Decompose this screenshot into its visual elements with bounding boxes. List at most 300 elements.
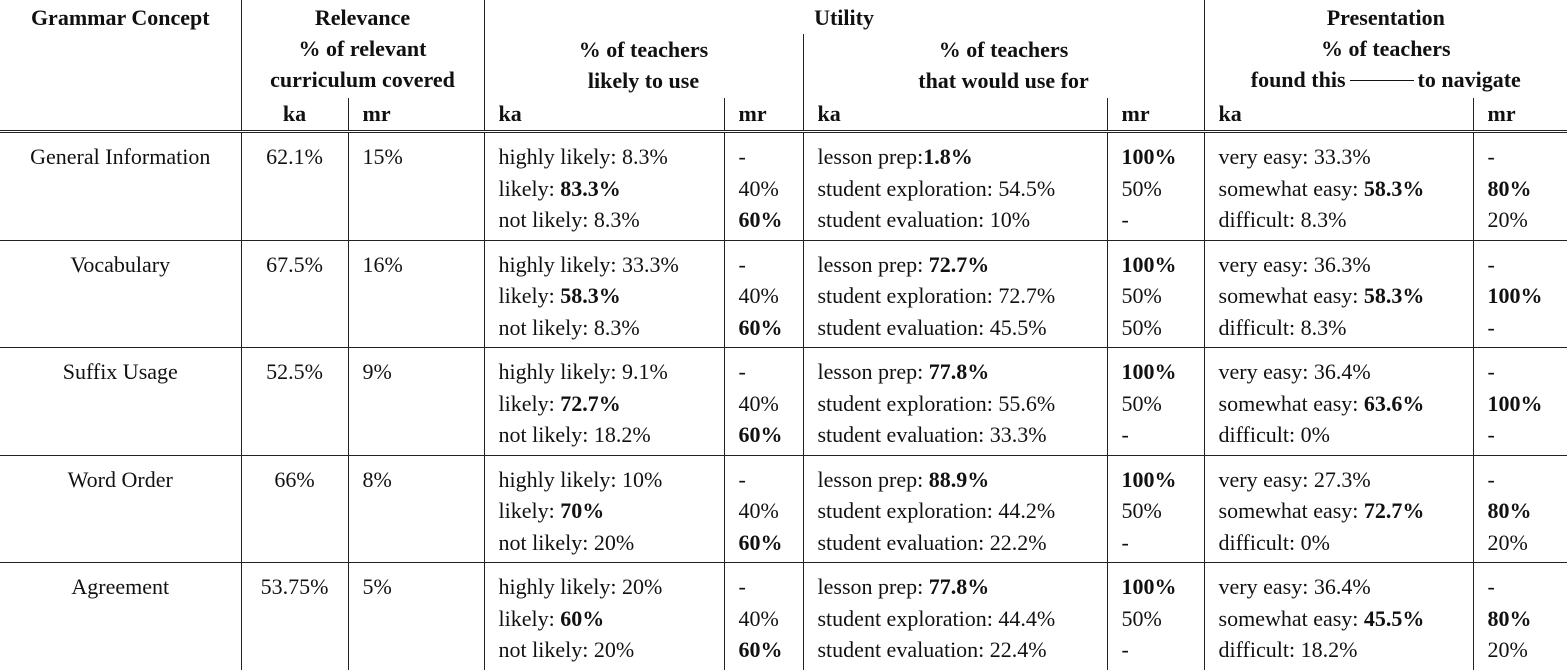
likely-ka-line-label: likely: [498, 605, 561, 631]
usefor-mr-cell [1107, 240, 1204, 348]
present-mr-line [1488, 356, 1567, 388]
present-ka-line-value: 27.3% [1313, 466, 1371, 492]
likely-ka-line-value: 20% [593, 637, 635, 662]
usefor-mr-line-value: - [1121, 422, 1129, 447]
likely-mr-line [739, 173, 803, 205]
likely-ka-line-label: not likely: [498, 422, 594, 447]
present-mr-line [1488, 204, 1567, 236]
present-ka-line-label: very easy: [1218, 359, 1314, 384]
likely-ka-line [499, 312, 724, 344]
likely-ka-line-label: highly likely: [498, 251, 622, 277]
present-mr-line [1488, 419, 1567, 451]
usefor-ka-line [818, 603, 1107, 635]
present-ka-line-label: difficult: [1218, 529, 1301, 555]
header-relevance [241, 0, 484, 98]
present-ka-line-label: very easy: [1218, 574, 1314, 599]
likely-mr-line-value: 40% [738, 498, 779, 523]
present-ka-line [1219, 312, 1473, 344]
usefor-mr-line-value: - [1121, 637, 1129, 662]
likely-mr-line [739, 527, 803, 559]
usefor-ka-line-label: student evaluation: [817, 637, 990, 662]
present-mr-line-value: 80% [1487, 605, 1532, 631]
usefor-ka-line [818, 388, 1107, 420]
likely-ka-line-value: 8.3% [621, 144, 668, 169]
likely-mr-cell [724, 132, 803, 241]
likely-mr-line-value: - [738, 144, 746, 169]
usefor-ka-line-value: 72.7% [998, 283, 1056, 308]
relevance-mr-cell: 9% [348, 348, 484, 456]
present-ka-line-value: 72.7% [1363, 498, 1425, 523]
present-mr-cell [1473, 348, 1567, 456]
likely-mr-line [739, 388, 803, 420]
present-mr-line-value: 100% [1487, 283, 1543, 308]
likely-ka-line-value: 8.3% [593, 314, 640, 340]
relevance-mr-cell: 5% [348, 563, 484, 670]
likely-mr-line-value: 40% [738, 283, 779, 308]
present-ka-line [1219, 249, 1473, 281]
present-mr-line [1488, 280, 1567, 312]
usefor-mr-line-value: 50% [1121, 498, 1162, 523]
usefor-ka-cell [803, 132, 1107, 241]
usefor-ka-line-value: 33.3% [989, 422, 1047, 447]
present-mr-line-value: - [1487, 574, 1495, 599]
present-ka-line [1219, 634, 1473, 666]
present-ka-line [1219, 173, 1473, 205]
likely-ka-line-value: 18.2% [593, 422, 651, 447]
usefor-ka-line-label: student evaluation: [817, 207, 990, 232]
likely-ka-line-label: not likely: [498, 207, 594, 232]
likely-mr-line [739, 280, 803, 312]
usefor-ka-line-label: lesson prep: [817, 574, 929, 599]
likely-ka-cell [484, 563, 724, 670]
header-grammar-concept [0, 0, 241, 132]
usefor-ka-line [818, 249, 1107, 281]
likely-ka-line [499, 571, 724, 603]
present-mr-line-value: 20% [1487, 207, 1528, 232]
present-ka-line [1219, 204, 1473, 236]
likely-ka-line-label: highly likely: [498, 144, 622, 169]
relevance-mr-cell: 8% [348, 455, 484, 563]
header-presentation-line2-pre: found this [1250, 67, 1346, 92]
likely-mr-line [739, 249, 803, 281]
present-mr-line [1488, 464, 1567, 496]
usefor-ka-line-label: student exploration: [817, 283, 999, 308]
present-ka-line-value: 58.3% [1363, 175, 1425, 201]
col-likely-mr: mr [724, 98, 803, 132]
relevance-ka-cell: 53.75% [241, 563, 348, 670]
likely-ka-line-value: 9.1% [621, 359, 668, 384]
likely-ka-cell [484, 240, 724, 348]
usefor-ka-line-value: 72.7% [928, 251, 990, 277]
usefor-mr-cell [1107, 563, 1204, 670]
usefor-ka-line-value: 1.8% [923, 144, 973, 169]
likely-ka-line-label: likely: [498, 175, 561, 201]
present-mr-cell [1473, 563, 1567, 670]
present-ka-line-label: somewhat easy: [1218, 175, 1364, 201]
col-relevance-mr: mr [348, 98, 484, 132]
likely-mr-line [739, 495, 803, 527]
likely-mr-line [739, 419, 803, 451]
usefor-ka-line-label: student evaluation: [817, 422, 990, 447]
usefor-mr-line [1122, 634, 1204, 666]
likely-ka-line [499, 634, 724, 666]
present-mr-cell [1473, 240, 1567, 348]
header-likely-to-use [484, 34, 803, 98]
likely-mr-cell [724, 348, 803, 456]
present-mr-line [1488, 249, 1567, 281]
usefor-mr-line-value: 100% [1121, 466, 1177, 492]
likely-ka-line-label: not likely: [498, 529, 594, 555]
header-grammar-concept-label: Grammar Concept [30, 5, 210, 30]
likely-ka-line [499, 204, 724, 236]
present-ka-line-label: somewhat easy: [1218, 390, 1364, 416]
table-row [0, 455, 1567, 563]
fill-in-blank [1350, 80, 1414, 81]
present-mr-cell [1473, 132, 1567, 241]
usefor-ka-line [818, 280, 1107, 312]
header-presentation-line1: % of teachers [1321, 36, 1451, 61]
likely-ka-line-label: not likely: [498, 314, 594, 340]
usefor-mr-line [1122, 419, 1204, 451]
usefor-ka-line-label: lesson prep: [817, 251, 929, 277]
usefor-mr-line [1122, 527, 1204, 559]
present-ka-cell [1204, 132, 1473, 241]
present-ka-line [1219, 527, 1473, 559]
usefor-mr-line-value: - [1121, 207, 1129, 232]
col-present-mr: mr [1473, 98, 1567, 132]
likely-mr-cell [724, 240, 803, 348]
header-relevance-subtitle-1: % of relevant [298, 36, 427, 61]
usefor-ka-line-value: 44.2% [998, 498, 1056, 523]
col-usefor-ka: ka [803, 98, 1107, 132]
likely-mr-line [739, 571, 803, 603]
usefor-mr-line-value: 100% [1121, 251, 1177, 277]
table-row [0, 563, 1567, 670]
header-likely-line2: likely to use [587, 68, 700, 93]
likely-ka-line-value: 83.3% [560, 175, 621, 201]
header-presentation-title: Presentation [1326, 5, 1445, 30]
present-ka-cell [1204, 240, 1473, 348]
col-usefor-mr: mr [1107, 98, 1204, 132]
present-ka-line-label: somewhat easy: [1218, 605, 1364, 631]
present-mr-line-value: 20% [1487, 637, 1528, 662]
present-mr-line-value: - [1487, 314, 1495, 340]
present-ka-line [1219, 388, 1473, 420]
usefor-mr-line [1122, 249, 1204, 281]
usefor-mr-line [1122, 204, 1204, 236]
likely-ka-cell [484, 348, 724, 456]
present-ka-line-label: very easy: [1218, 144, 1314, 169]
likely-mr-line-value: 60% [738, 314, 783, 340]
present-mr-line [1488, 388, 1567, 420]
usefor-ka-line [818, 312, 1107, 344]
usefor-ka-line-value: 88.9% [928, 466, 990, 492]
likely-mr-line [739, 141, 803, 173]
likely-ka-line-value: 10% [621, 466, 663, 492]
present-ka-line-label: somewhat easy: [1218, 498, 1364, 523]
usefor-ka-line-value: 77.8% [928, 359, 990, 384]
present-ka-line-label: difficult: [1218, 207, 1301, 232]
usefor-mr-cell [1107, 132, 1204, 241]
present-mr-line-value: - [1487, 466, 1495, 492]
relevance-ka-cell: 67.5% [241, 240, 348, 348]
present-mr-line-value: - [1487, 422, 1495, 447]
grammar-concept-cell: Vocabulary [0, 240, 241, 348]
present-mr-cell [1473, 455, 1567, 563]
usefor-ka-line [818, 419, 1107, 451]
present-ka-line-label: very easy: [1218, 466, 1314, 492]
likely-ka-line [499, 249, 724, 281]
table-row [0, 348, 1567, 456]
present-ka-line-label: difficult: [1218, 422, 1301, 447]
present-ka-line-value: 33.3% [1313, 144, 1371, 169]
likely-ka-line-value: 60% [560, 605, 605, 631]
header-relevance-title: Relevance [314, 5, 411, 30]
usefor-ka-line-value: 54.5% [998, 175, 1056, 201]
header-utility-title: Utility [814, 5, 874, 30]
likely-mr-cell [724, 563, 803, 670]
present-mr-line [1488, 527, 1567, 559]
likely-ka-line-label: highly likely: [498, 359, 622, 384]
usefor-mr-line [1122, 464, 1204, 496]
likely-ka-line [499, 527, 724, 559]
likely-ka-line [499, 173, 724, 205]
present-ka-cell [1204, 563, 1473, 670]
present-mr-line [1488, 312, 1567, 344]
present-ka-line-value: 18.2% [1300, 637, 1358, 662]
likely-ka-line-label: likely: [498, 498, 561, 523]
present-mr-line-value: - [1487, 251, 1495, 277]
usefor-ka-line-label: student exploration: [817, 390, 999, 416]
usefor-mr-line-value: 50% [1121, 314, 1162, 340]
present-mr-line [1488, 603, 1567, 635]
present-ka-line-label: very easy: [1218, 251, 1314, 277]
likely-ka-line [499, 356, 724, 388]
likely-mr-line-value: 60% [738, 422, 783, 447]
table-body [0, 132, 1567, 670]
present-ka-cell [1204, 348, 1473, 456]
likely-ka-line-value: 58.3% [560, 283, 621, 308]
usefor-ka-line-label: lesson prep: [817, 466, 929, 492]
relevance-ka-cell: 52.5% [241, 348, 348, 456]
present-mr-line [1488, 173, 1567, 205]
usefor-ka-line-value: 45.5% [989, 314, 1047, 340]
present-mr-line-value: 80% [1487, 498, 1532, 523]
usefor-ka-line-label: lesson prep: [817, 144, 924, 169]
usefor-mr-line-value: 50% [1121, 390, 1162, 416]
usefor-ka-line [818, 527, 1107, 559]
usefor-ka-line-label: student evaluation: [817, 314, 990, 340]
header-utility [484, 0, 1204, 34]
usefor-ka-line-value: 22.2% [989, 529, 1047, 555]
present-ka-line-value: 36.4% [1313, 574, 1371, 599]
usefor-mr-line-value: 50% [1121, 175, 1162, 201]
usefor-mr-line-value: 100% [1121, 144, 1177, 169]
usefor-mr-line-value: - [1121, 529, 1129, 555]
usefor-ka-line-value: 55.6% [998, 390, 1056, 416]
usefor-ka-line [818, 571, 1107, 603]
present-mr-line-value: 80% [1487, 175, 1532, 201]
present-ka-line-value: 45.5% [1363, 605, 1425, 631]
likely-mr-line [739, 356, 803, 388]
col-relevance-ka: ka [241, 98, 348, 132]
likely-ka-line [499, 388, 724, 420]
likely-mr-line [739, 464, 803, 496]
usefor-ka-line [818, 204, 1107, 236]
header-use-for [803, 34, 1204, 98]
likely-ka-line-value: 72.7% [560, 390, 621, 416]
present-ka-line [1219, 603, 1473, 635]
usefor-mr-line [1122, 571, 1204, 603]
usefor-ka-line-label: student evaluation: [817, 529, 990, 555]
usefor-mr-line [1122, 280, 1204, 312]
usefor-ka-line-label: student exploration: [817, 175, 999, 201]
present-mr-line-value: 100% [1487, 390, 1543, 416]
usefor-ka-line-value: 22.4% [989, 637, 1047, 662]
usefor-ka-line [818, 173, 1107, 205]
likely-mr-line-value: - [738, 251, 746, 277]
likely-ka-line-label: likely: [498, 283, 561, 308]
header-presentation-line2 [1205, 64, 1567, 95]
present-ka-line [1219, 280, 1473, 312]
header-likely-line1: % of teachers [578, 37, 709, 62]
present-ka-line-value: 0% [1300, 422, 1330, 447]
present-ka-line-value: 63.6% [1363, 390, 1425, 416]
present-ka-line [1219, 141, 1473, 173]
grammar-concept-cell: Agreement [0, 563, 241, 670]
usefor-mr-cell [1107, 348, 1204, 456]
likely-ka-line-value: 20% [621, 574, 663, 599]
likely-ka-line-value: 20% [593, 529, 635, 555]
relevance-ka-cell: 62.1% [241, 132, 348, 241]
usefor-ka-line [818, 356, 1107, 388]
likely-mr-line [739, 312, 803, 344]
usefor-ka-cell [803, 240, 1107, 348]
header-use-for-line2: that would use for [918, 68, 1089, 93]
relevance-mr-cell: 16% [348, 240, 484, 348]
col-likely-ka: ka [484, 98, 724, 132]
table-row [0, 132, 1567, 241]
usefor-ka-line-value: 77.8% [928, 574, 990, 599]
present-ka-line-value: 8.3% [1300, 207, 1347, 232]
likely-ka-line-label: highly likely: [498, 574, 622, 599]
usefor-ka-line [818, 141, 1107, 173]
header-relevance-subtitle-2: curriculum covered [270, 67, 455, 92]
present-ka-line [1219, 419, 1473, 451]
present-ka-line [1219, 571, 1473, 603]
likely-mr-line-value: 40% [738, 175, 779, 201]
grammar-concept-cell: Word Order [0, 455, 241, 563]
usefor-mr-line [1122, 141, 1204, 173]
header-use-for-line1: % of teachers [938, 37, 1069, 62]
likely-mr-line [739, 634, 803, 666]
likely-mr-line-value: 60% [738, 529, 783, 555]
present-mr-line-value: - [1487, 359, 1495, 384]
present-mr-line [1488, 571, 1567, 603]
usefor-ka-cell [803, 563, 1107, 670]
col-present-ka: ka [1204, 98, 1473, 132]
likely-ka-line-value: 8.3% [593, 207, 640, 232]
likely-mr-cell [724, 455, 803, 563]
usefor-mr-line [1122, 356, 1204, 388]
likely-mr-line-value: - [738, 466, 746, 492]
usefor-mr-line [1122, 603, 1204, 635]
likely-mr-line [739, 603, 803, 635]
usefor-ka-cell [803, 348, 1107, 456]
present-ka-line [1219, 356, 1473, 388]
usefor-ka-line-label: student exploration: [817, 605, 999, 631]
usefor-mr-line-value: 100% [1121, 574, 1177, 599]
likely-mr-line-value: - [738, 359, 746, 384]
usefor-ka-line [818, 464, 1107, 496]
likely-ka-line [499, 495, 724, 527]
likely-ka-line [499, 419, 724, 451]
relevance-mr-cell: 15% [348, 132, 484, 241]
present-mr-line-value: - [1487, 144, 1495, 169]
usefor-ka-line-value: 44.4% [998, 605, 1056, 631]
usefor-ka-line-label: student exploration: [817, 498, 999, 523]
present-mr-line [1488, 141, 1567, 173]
likely-mr-line-value: 40% [738, 390, 779, 416]
table-row [0, 240, 1567, 348]
grammar-concept-cell: Suffix Usage [0, 348, 241, 456]
present-ka-line-value: 36.4% [1313, 359, 1371, 384]
present-ka-line [1219, 464, 1473, 496]
present-ka-line-value: 0% [1300, 529, 1330, 555]
usefor-ka-cell [803, 455, 1107, 563]
header-presentation-line2-post: to navigate [1417, 67, 1521, 92]
likely-ka-line-label: likely: [498, 390, 561, 416]
present-mr-line-value: 20% [1487, 529, 1528, 555]
usefor-mr-line [1122, 312, 1204, 344]
likely-ka-cell [484, 455, 724, 563]
present-mr-line [1488, 634, 1567, 666]
present-ka-line-value: 58.3% [1363, 283, 1425, 308]
likely-mr-line-value: 60% [738, 637, 783, 662]
likely-ka-line [499, 464, 724, 496]
usefor-mr-line [1122, 495, 1204, 527]
grammar-concept-cell: General Information [30, 144, 211, 169]
present-ka-cell [1204, 455, 1473, 563]
likely-ka-line-value: 33.3% [621, 251, 679, 277]
likely-mr-line [739, 204, 803, 236]
usefor-mr-line [1122, 173, 1204, 205]
likely-ka-line [499, 280, 724, 312]
usefor-ka-line [818, 495, 1107, 527]
present-ka-line-value: 8.3% [1300, 314, 1347, 340]
present-ka-line-value: 36.3% [1313, 251, 1371, 277]
usefor-mr-line-value: 100% [1121, 359, 1177, 384]
usefor-mr-cell [1107, 455, 1204, 563]
likely-mr-line-value: - [738, 574, 746, 599]
usefor-ka-line-label: lesson prep: [817, 359, 929, 384]
likely-ka-line-value: 70% [560, 498, 605, 523]
likely-ka-line [499, 141, 724, 173]
usefor-mr-line-value: 50% [1121, 605, 1162, 631]
likely-ka-line [499, 603, 724, 635]
likely-ka-line-label: not likely: [498, 637, 594, 662]
present-mr-line [1488, 495, 1567, 527]
present-ka-line-label: difficult: [1218, 637, 1301, 662]
likely-mr-line-value: 60% [738, 207, 783, 232]
likely-ka-line-label: highly likely: [498, 466, 622, 492]
present-ka-line-label: difficult: [1218, 314, 1301, 340]
likely-ka-cell [484, 132, 724, 241]
usefor-mr-line [1122, 388, 1204, 420]
header-presentation [1204, 0, 1567, 98]
usefor-ka-line [818, 634, 1107, 666]
usefor-mr-line-value: 50% [1121, 283, 1162, 308]
